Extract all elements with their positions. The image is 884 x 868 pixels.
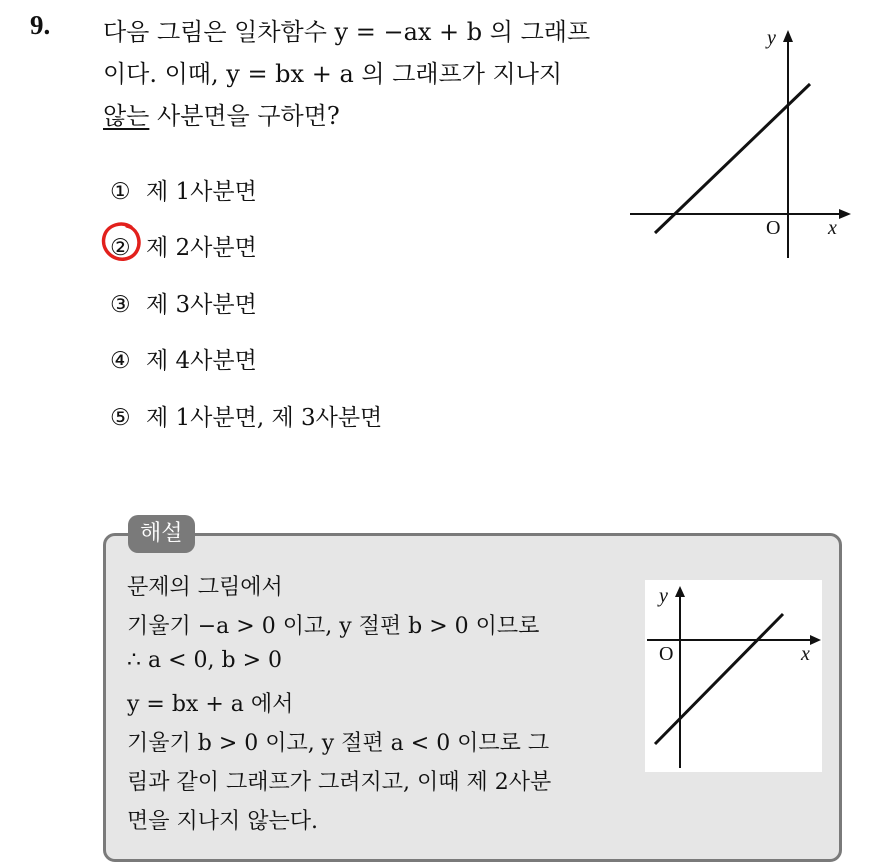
y-axis-label: y [767,27,776,49]
explanation-line-5: 기울기 b > 0 이고, y 절편 a < 0 이므로 그 [127,731,550,756]
explanation-tag: 해설 [128,515,195,553]
question-number: 9. [30,10,51,40]
choice-number: ⑤ [110,405,131,431]
explanation-line-1: 문제의 그림에서 [127,575,283,600]
choice-number: ③ [110,292,131,318]
explanation-line-2: 기울기 −a > 0 이고, y 절편 b > 0 이므로 [127,614,540,639]
question-line-3 [103,96,340,131]
x-axis-label: x [801,643,810,665]
choice-number: ② [110,235,131,261]
choice-4[interactable] [110,342,257,375]
choice-5[interactable] [110,399,382,432]
y-axis-arrow [783,30,793,42]
graph-line [655,84,810,233]
choice-text: 제 1사분면 [146,179,257,205]
question-line-2: 이다. 이때, y = bx + a 의 그래프가 지나지 [103,60,563,88]
question-line-3-rest: 사분면을 구하면? [149,102,340,130]
answer-circle-mark [101,221,142,262]
explanation-line-3: ∴ a < 0, b > 0 [127,648,283,673]
choice-number: ① [110,179,131,205]
explanation-graph [645,580,822,772]
problem-graph [625,24,855,264]
choice-1[interactable] [110,173,257,206]
choice-text: 제 1사분면, 제 3사분면 [146,405,383,431]
x-axis-arrow [839,209,851,219]
explanation-line-4: y = bx + a 에서 [127,692,294,717]
origin-label: O [659,643,674,665]
origin-label: O [766,217,781,239]
explanation-line-7: 면을 지나지 않는다. [127,809,318,834]
choice-number: ④ [110,348,131,374]
choice-text: 제 2사분면 [146,235,257,261]
explanation-line-6: 림과 같이 그래프가 그려지고, 이때 제 2사분 [127,770,552,795]
choice-text: 제 3사분면 [146,292,257,318]
question-line-1: 다음 그림은 일차함수 y = −ax + b 의 그래프 [103,18,591,46]
x-axis-label: x [828,217,837,239]
choice-text: 제 4사분면 [146,348,257,374]
y-axis-label: y [659,585,668,607]
choice-3[interactable] [110,286,257,319]
underlined-word: 않는 [103,102,150,130]
